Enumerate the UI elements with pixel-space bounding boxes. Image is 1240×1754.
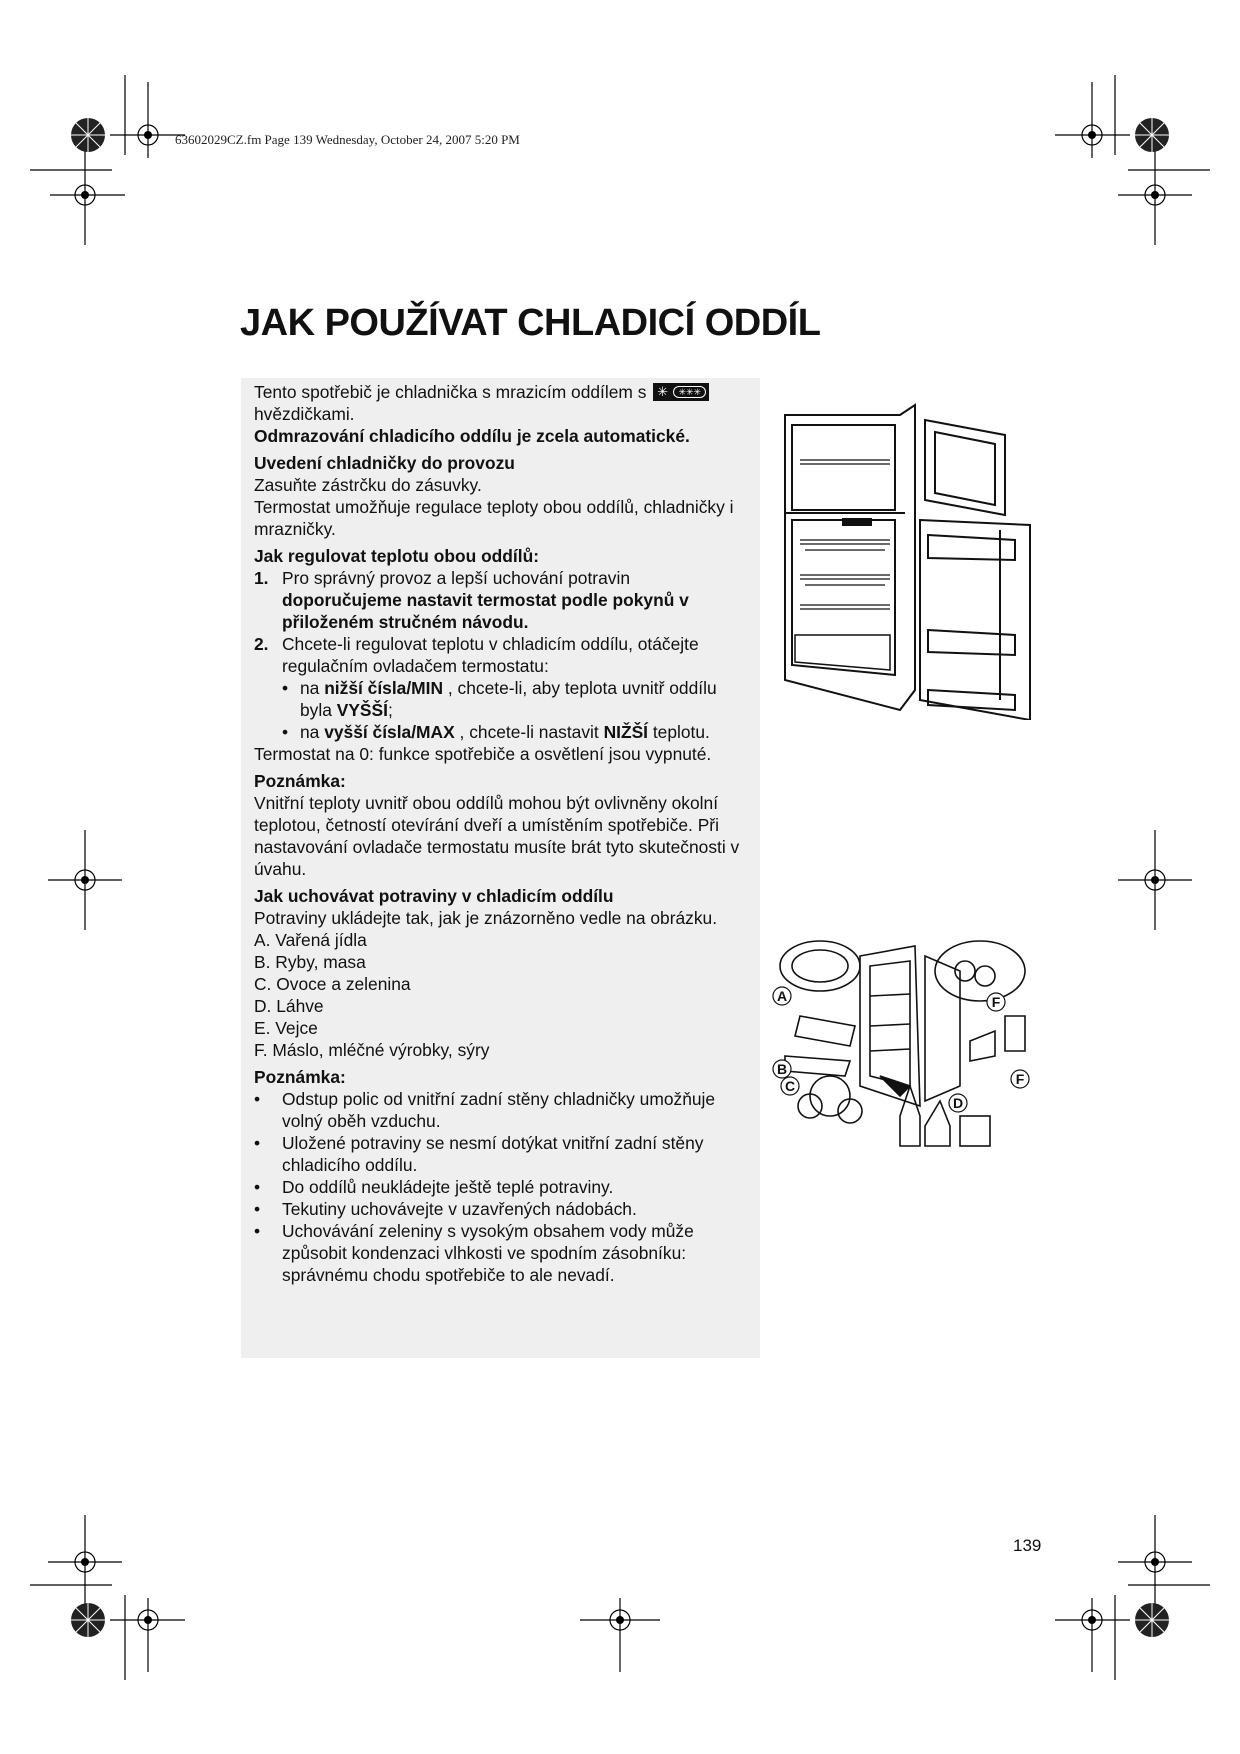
storage-item: E. Vejce (254, 1018, 318, 1038)
sub-list-item (254, 721, 748, 743)
snowflake-icon: ✳ (657, 384, 669, 399)
sub-text: , chcete-li, aby teplota uvnitř oddílu byla (300, 678, 717, 720)
storage-item: B. Ryby, masa (254, 952, 366, 972)
label-a: A (776, 988, 788, 1004)
sub-bold: nižší čísla/MIN (324, 678, 444, 698)
label-f-top: F (991, 994, 1001, 1010)
page-title: JAK POUŽÍVAT CHLADICÍ ODDÍL (240, 302, 821, 344)
startup-text-1: Zasuňte zástrčku do zásuvky. (254, 475, 482, 495)
item-bold-text: doporučujeme nastavit termostat podle pokynů v přiloženém stručném návodu. (282, 590, 689, 632)
note-bullet-item (254, 1088, 748, 1132)
bullet-text: Uložené potraviny se nesmí dotýkat vnitřní zadní stěny chladicího oddílu. (282, 1133, 704, 1175)
note-bullet-item (254, 1176, 748, 1198)
three-star-icon: ✳✳✳ (673, 386, 706, 398)
sub-text: , chcete-li nastavit (454, 722, 604, 742)
content-panel (241, 378, 760, 1358)
startup-heading: Uvedení chladničky do provozu (254, 453, 515, 473)
page-number: 139 (1013, 1536, 1042, 1555)
bullet-text: Odstup polic od vnitřní zadní stěny chladničky umožňuje volný oběh vzduchu. (282, 1089, 716, 1131)
storage-intro: Potraviny ukládejte tak, jak je znázorněno vedle na obrázku. (254, 908, 718, 928)
note1-heading: Poznámka: (254, 771, 346, 791)
intro-line1: Tento spotřebič je chladnička s mrazicím oddílem s (254, 382, 647, 402)
storage-item: D. Láhve (254, 996, 324, 1016)
storage-item: F. Máslo, mléčné výrobky, sýry (254, 1040, 490, 1060)
storage-item: A. Vařená jídla (254, 930, 367, 950)
note-bullet-item (254, 1132, 748, 1176)
sub-bold: vyšší čísla/MAX (324, 722, 455, 742)
bullet: • (282, 722, 289, 742)
bullet: • (254, 1177, 261, 1197)
bullet: • (254, 1133, 261, 1153)
label-f-bottom: F (1015, 1071, 1025, 1087)
fridge-illustration (770, 400, 1050, 720)
storage-item: C. Ovoce a zelenina (254, 974, 411, 994)
auto-defrost-note: Odmrazování chladicího oddílu je zcela automatické. (254, 426, 690, 446)
label-b: B (776, 1061, 788, 1077)
sub-bold: VYŠŠÍ (336, 700, 388, 720)
regulate-heading: Jak regulovat teplotu obou oddílů: (254, 546, 540, 566)
sub-text: na (300, 678, 325, 698)
bullet-text: Tekutiny uchovávejte v uzavřených nádobách. (282, 1199, 637, 1219)
sub-text: na (300, 722, 325, 742)
note1-text: Vnitřní teploty uvnitř obou oddílů mohou být ovlivněny okolní teplotou, četností otevírání dveří a umístěním spotřebiče. Při nastavování ovladače termostatu musíte brát tyto skutečnosti v úvahu. (254, 793, 740, 879)
sub-bold: NIŽŠÍ (603, 722, 649, 742)
sub-text: ; (387, 700, 393, 720)
label-c: C (784, 1078, 796, 1094)
item-text: Pro správný provoz a lepší uchování potravin (282, 568, 630, 588)
intro-paragraph (254, 381, 748, 425)
thermostat-zero-note: Termostat na 0: funkce spotřebiče a osvětlení jsou vypnuté. (254, 744, 712, 764)
note2-heading: Poznámka: (254, 1067, 346, 1087)
bullet-text: Do oddílů neukládejte ještě teplé potraviny. (282, 1177, 614, 1197)
item-number: 2. (254, 634, 269, 654)
bullet: • (254, 1221, 261, 1241)
bullet: • (282, 678, 289, 698)
bullet-text: Uchovávání zeleniny s vysokým obsahem vody může způsobit kondenzaci vlhkosti ve spodním zásobníku: správnému chodu spotřebiče to ale nevadí. (282, 1221, 694, 1285)
sub-list-item (254, 677, 748, 721)
note-bullet-item (254, 1198, 748, 1220)
startup-text-2: Termostat umožňuje regulace teploty obou oddílů, chladničky i mrazničky. (254, 497, 734, 539)
item-text: Chcete-li regulovat teplotu v chladicím oddílu, otáčejte regulačním ovladačem termostatu: (282, 634, 699, 676)
label-d: D (952, 1095, 964, 1111)
list-item (254, 633, 748, 677)
note-bullet-item (254, 1220, 748, 1286)
list-item (254, 567, 748, 633)
item-number: 1. (254, 568, 269, 588)
file-slug: 63602029CZ.fm Page 139 Wednesday, October 24, 2007 5:20 PM (175, 132, 520, 147)
bullet: • (254, 1089, 261, 1109)
star-rating-badge (653, 383, 709, 401)
bullet: • (254, 1199, 261, 1219)
sub-text: teplotu. (648, 722, 710, 742)
food-placement-illustration (770, 936, 1030, 1156)
intro-line2: hvězdičkami. (254, 404, 355, 424)
storage-heading: Jak uchovávat potraviny v chladicím oddílu (254, 886, 614, 906)
